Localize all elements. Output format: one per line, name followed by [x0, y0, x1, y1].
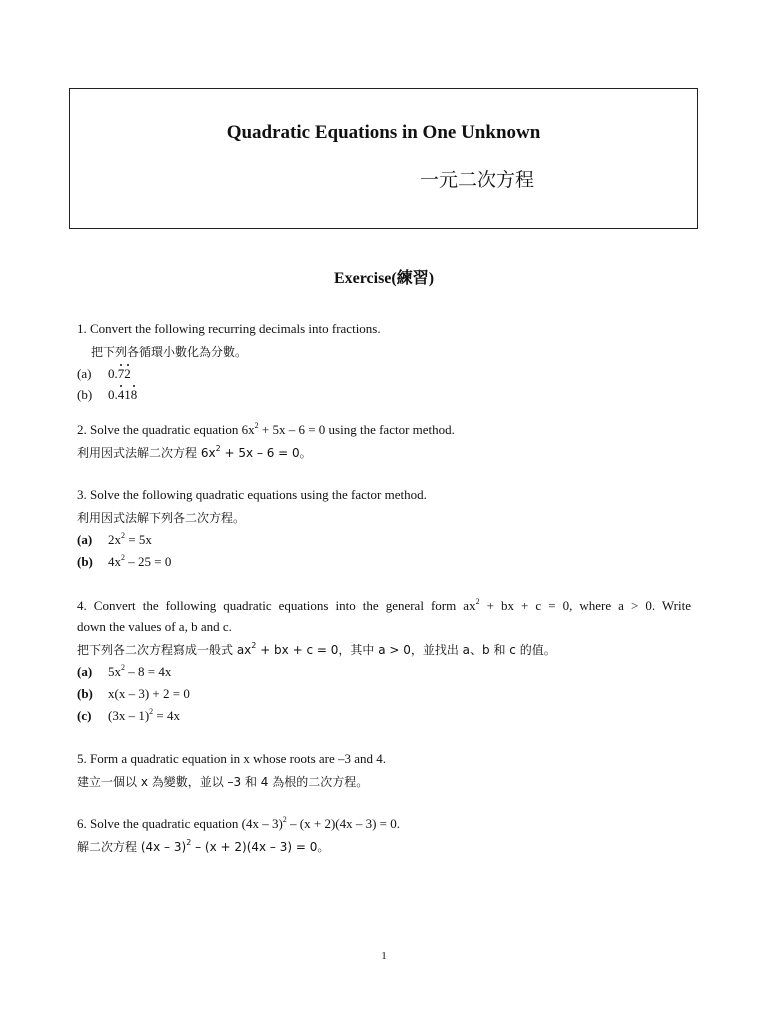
recurring-dot: 8	[130, 387, 138, 402]
q3-text: 3. Solve the following quadratic equations using the factor method.	[77, 487, 427, 502]
recurring-dot: 2	[124, 366, 131, 381]
q6-text: 6. Solve the quadratic equation (4x – 3)$^2$ – (x + 2)(4x – 3) = 0.	[77, 815, 401, 831]
q4-text-line2: down the values of a, b and c.	[77, 619, 232, 634]
title-english: Quadratic Equations in One Unknown	[226, 122, 541, 143]
q5-text: 5. Form a quadratic equation in x whose roots are –3 and 4.	[77, 751, 387, 766]
q5-text-zh: 建立一個以 x 為變數，並以 –3 和 4 為根的二次方程。	[77, 775, 369, 789]
q4-text-zh: 把下列各二次方程寫成一般式 $ax^2$ + bx + c = 0，其中 a > 0，並找出 a、b 和 c 的值。	[77, 641, 556, 657]
title-box	[69, 88, 698, 229]
q4-text: 4. Convert the following quadratic equations into the general form $ax^2$ + bx + c = 0, where a > 0. Write	[77, 597, 691, 613]
q1-part-a: (a) 0.72	[77, 366, 131, 381]
q3-part-b: (b) $4x^2 - 25 = 0$	[77, 553, 172, 569]
q4-part-a: (a) $5x^2 - 8 = 4x$	[77, 663, 172, 679]
recurring-dot: 7	[117, 366, 125, 381]
q4-part-b: (b) x(x – 3) + 2 = 0	[77, 686, 190, 701]
q3-part-a: (a) $2x^2 = 5x$	[77, 531, 152, 547]
q1-part-b: (b) 0.418	[77, 387, 138, 402]
q2-text-zh: 利用因式法解二次方程 $6x^2 + 5x - 6 = 0$。	[77, 444, 312, 460]
q4-part-c: (c) (3x – 1)$^2$ = 4x	[77, 707, 181, 723]
q2-text: 2. Solve the quadratic equation $6x^2 + 5x - 6 = 0$ using the factor method.	[77, 421, 455, 437]
q3-text-zh: 利用因式法解下列各二次方程。	[77, 511, 246, 525]
q1-text: 1. Convert the following recurring decimals into fractions.	[77, 321, 381, 336]
page-number: 1	[381, 950, 387, 962]
q1-a-label: (a)	[77, 366, 92, 381]
q1-text-zh: 把下列各循環小數化為分數。	[91, 345, 248, 359]
title-chinese: 一元二次方程	[420, 169, 535, 191]
q1-b-label: (b)	[77, 387, 93, 402]
exercise-heading: Exercise(練習)	[333, 270, 435, 287]
recurring-dot: 4	[117, 387, 125, 402]
q6-text-zh: 解二次方程 (4x – 3)$^2$ – (x + 2)(4x – 3) = 0。	[77, 838, 330, 854]
